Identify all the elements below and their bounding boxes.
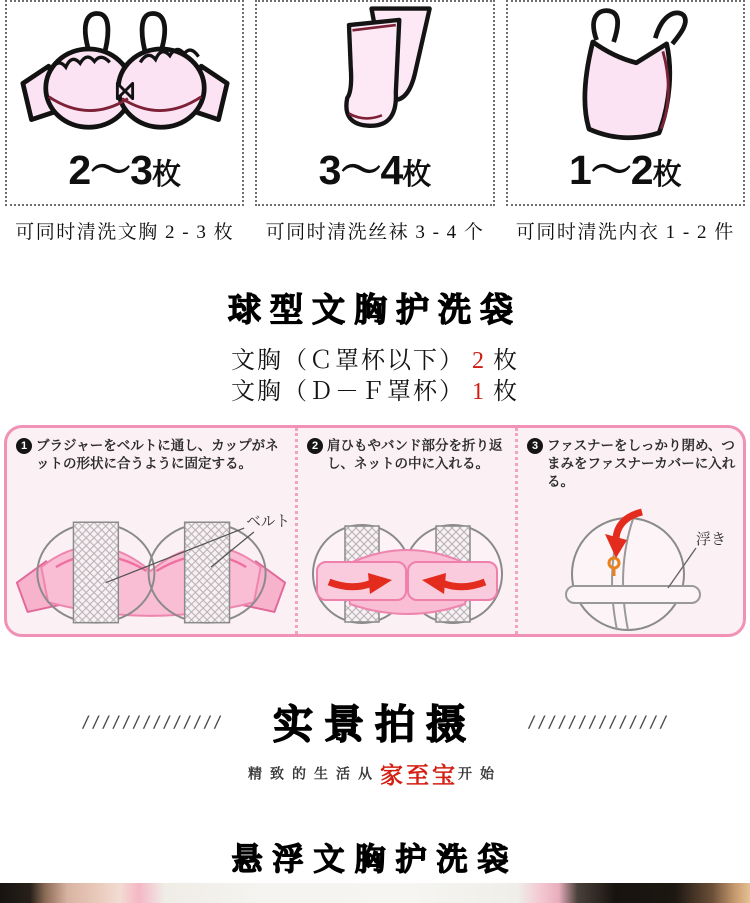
- caption-stockings: 可同时清洗丝袜 3 - 4 个: [265, 222, 485, 243]
- camisole-count-label: 1～2枚: [569, 147, 682, 193]
- instruction-step-3: [515, 428, 743, 634]
- real-scene-heading: [0, 693, 750, 750]
- instruction-step-2: [295, 428, 515, 634]
- real-scene-title: 实景拍摄: [273, 703, 477, 747]
- sphere-bag-illustration: [528, 506, 734, 632]
- step-2-illustration-wrap: [298, 516, 515, 632]
- step-1-text: ブラジャーをベルトに通し、カップがネットの形状に合うように固定する。: [36, 438, 279, 472]
- instruction-step-1: [7, 428, 295, 634]
- step-3-illustration-wrap: [518, 506, 743, 632]
- bra-count-label: 2～3枚: [68, 147, 181, 193]
- caption-bra: 可同时清洗文胸 2 - 3 枚: [15, 222, 235, 243]
- capacity-cards-row: [0, 0, 750, 206]
- suspend-bag-title: 悬浮文胸护洗袋: [231, 842, 519, 877]
- float-callout-label: 浮き: [695, 531, 726, 548]
- bra-illustration: [20, 6, 230, 134]
- brand-tagline: 精致的生活从家至宝开始: [248, 763, 502, 788]
- step-1-number-badge: 1: [16, 438, 32, 454]
- sphere-bag-title: 球型文胸护洗袋: [228, 291, 522, 328]
- step-3-number-badge: 3: [527, 438, 543, 454]
- brand-name: 家至宝: [380, 763, 458, 788]
- sphere-capacity-lines: [0, 346, 750, 408]
- stockings-count-label: 3～4枚: [318, 147, 432, 193]
- step-2-text: 肩ひもやバンド部分を折り返し、ネットの中に入れる。: [327, 438, 503, 472]
- capacity-card-camisole: [506, 0, 745, 206]
- slash-decoration-right: //////////////: [527, 712, 669, 731]
- capacity-count-red: 1: [472, 379, 486, 405]
- instruction-panel: [4, 425, 746, 637]
- step-3-header: [527, 437, 737, 492]
- step-1-illustration-wrap: [7, 510, 295, 632]
- bra-belt-illustration: [12, 510, 290, 632]
- product-photo-edge: [0, 883, 750, 903]
- capacity-card-bra: [5, 0, 244, 206]
- step-1-header: [16, 437, 289, 473]
- capacity-card-stockings: [255, 0, 494, 206]
- slash-decoration-left: //////////////: [81, 712, 223, 731]
- capacity-count-red: 2: [472, 348, 486, 374]
- capacity-line-df-cup: 文胸（Ｄ－Ｆ罩杯） 1 枚: [231, 379, 519, 405]
- stockings-illustration: [280, 6, 470, 150]
- camisole-illustration: [530, 6, 720, 148]
- step-2-number-badge: 2: [307, 438, 323, 454]
- capacity-line-c-cup: 文胸（Ｃ罩杯以下） 2 枚: [231, 348, 519, 374]
- step-3-text: ファスナーをしっかり閉め、つまみをファスナーカバーに入れる。: [547, 438, 736, 490]
- step-2-header: [307, 437, 509, 473]
- capacity-captions-row: [0, 217, 750, 244]
- bra-fold-illustration: [304, 516, 510, 632]
- caption-camisole: 可同时清洗内衣 1 - 2 件: [515, 222, 735, 243]
- belt-callout-label: ベルト: [246, 514, 290, 531]
